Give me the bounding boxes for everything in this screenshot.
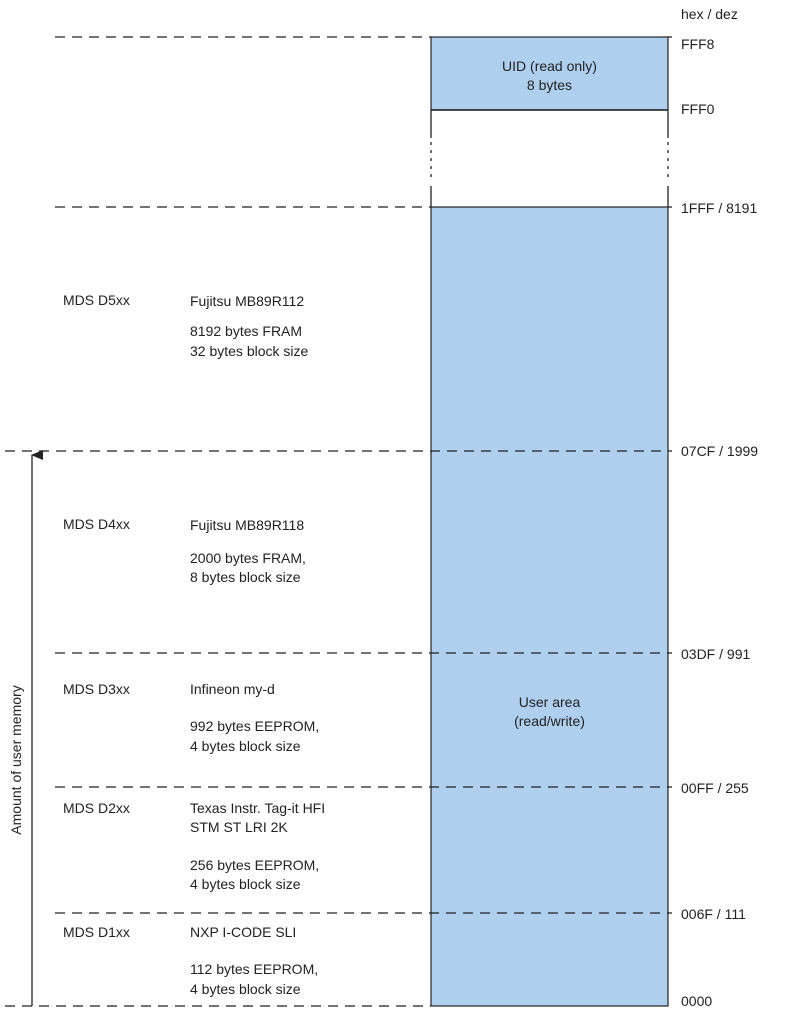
tag-model: MDS D2xx: [63, 800, 130, 816]
address-fff0: FFF0: [681, 101, 715, 117]
tag-model: MDS D3xx: [63, 681, 130, 697]
address-fff8: FFF8: [681, 36, 715, 52]
tag-block-size: 32 bytes block size: [190, 343, 309, 359]
address-gap: [431, 110, 668, 207]
tag-chip: Texas Instr. Tag-it HFI: [190, 800, 326, 816]
tag-chip: NXP I-CODE SLI: [190, 924, 297, 940]
address-0000: 0000: [681, 993, 713, 1009]
user-area-block: [431, 207, 668, 1006]
tag-memory-spec: 256 bytes EEPROM,: [190, 857, 320, 873]
tag-memory-spec: 992 bytes EEPROM,: [190, 718, 320, 734]
tag-block-size: 8 bytes block size: [190, 569, 301, 585]
memory-axis-label: Amount of user memory: [8, 685, 24, 835]
tag-block-size: 4 bytes block size: [190, 738, 301, 754]
tag-chip-alt: STM ST LRI 2K: [190, 819, 288, 835]
tag-memory-spec: 2000 bytes FRAM,: [190, 550, 306, 566]
tag-model: MDS D4xx: [63, 516, 130, 532]
address-006f: 006F / 111: [681, 906, 746, 922]
address-00ff: 00FF / 255: [681, 780, 749, 796]
tag-block-size: 4 bytes block size: [190, 876, 301, 892]
address-07cf: 07CF / 1999: [681, 443, 759, 459]
tag-model: MDS D1xx: [63, 924, 130, 940]
user-area-label: User area: [518, 694, 581, 710]
tag-chip: Fujitsu MB89R118: [190, 517, 305, 533]
uid-label: UID (read only): [502, 58, 597, 74]
uid-size-label: 8 bytes: [526, 77, 573, 93]
tag-memory-spec: 112 bytes EEPROM,: [190, 961, 319, 977]
tag-block-size: 4 bytes block size: [190, 981, 301, 997]
tag-chip: Fujitsu MB89R112: [190, 293, 305, 309]
user-area-access-label: (read/write): [514, 713, 585, 729]
tag-chip: Infineon my-d: [190, 681, 275, 697]
tag-memory-spec: 8192 bytes FRAM: [190, 323, 303, 339]
tag-model: MDS D5xx: [63, 292, 130, 308]
address-1fff: 1FFF / 8191: [681, 200, 758, 216]
address-format-label: hex / dez: [681, 6, 738, 22]
address-03df: 03DF / 991: [681, 646, 751, 662]
